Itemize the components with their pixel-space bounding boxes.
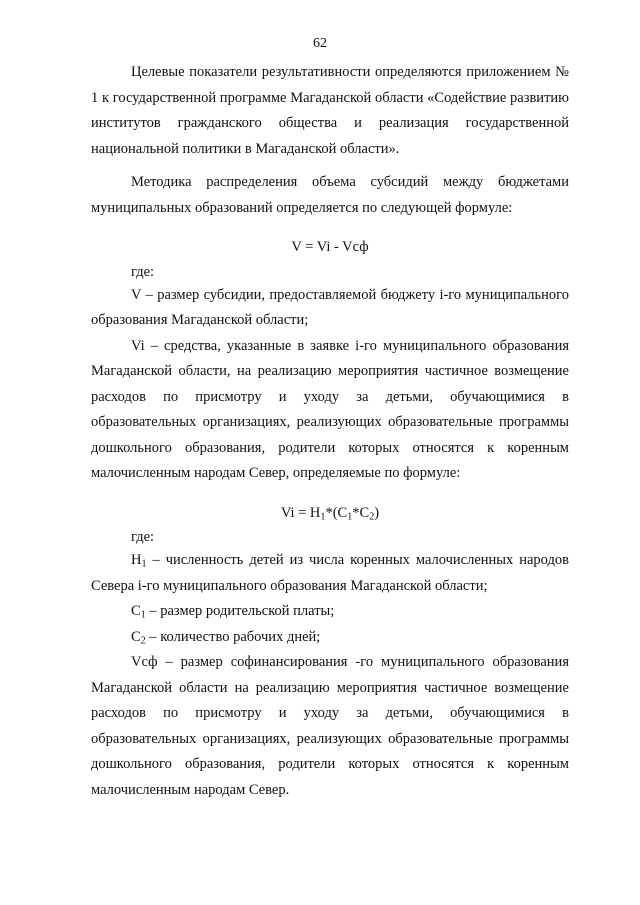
formula-v: V = Vi - Vсф [291, 239, 369, 255]
paragraph-target-indicators: Целевые показатели результативности определяются приложением № 1 к государственной программе Магаданской области «Содействие развитию институтов гражданского общества и реализация государственной национальной политики в Магаданской области». [91, 64, 569, 157]
definition-vsf: Vсф – размер софинансирования -го муниципального образования Магаданской области на реализацию мероприятия частичное возмещение расходов по присмотру и уходу за детьми, обучающимися в образовательных организациях, реализующих образовательные программы дошкольного образования, родители которых относятся к коренным малочисленным народам Север. [91, 654, 569, 798]
formula-vi: $Vi = H_1*(C_1*C_2)$ [280, 504, 380, 523]
where-label-2: где: [131, 529, 155, 545]
paragraph-methodology: Методика распределения объема субсидий между бюджетами муниципальных образований определяется по следующей формуле: [91, 174, 569, 216]
definition-c1: $C_1$ – размер родительской платы; [131, 603, 335, 621]
document-body [91, 60, 569, 803]
where-label: где: [131, 263, 155, 280]
definition-v: V – размер субсидии, предоставляемой бюджету i-го муниципального образования Магаданской области; [91, 286, 569, 328]
definition-c2: $C_2$ – количество рабочих дней; [131, 628, 321, 647]
definition-vi: Vi – средства, указанные в заявке i-го муниципального образования Магаданской области, на реализацию мероприятия частичное возмещение расходов по присмотру и уходу за детьми, обучающимися в образовательных организациях, реализующих образовательные программы дошкольного образования, родители которых относятся к коренным малочисленным народам Север, определяемые по формуле: [91, 337, 569, 481]
definition-h1: $H_1$ – численность детей из числа коренных малочисленных народов Севера i-го муниципального образования Магаданской области; [91, 552, 569, 594]
page-number: 62 [313, 36, 327, 51]
